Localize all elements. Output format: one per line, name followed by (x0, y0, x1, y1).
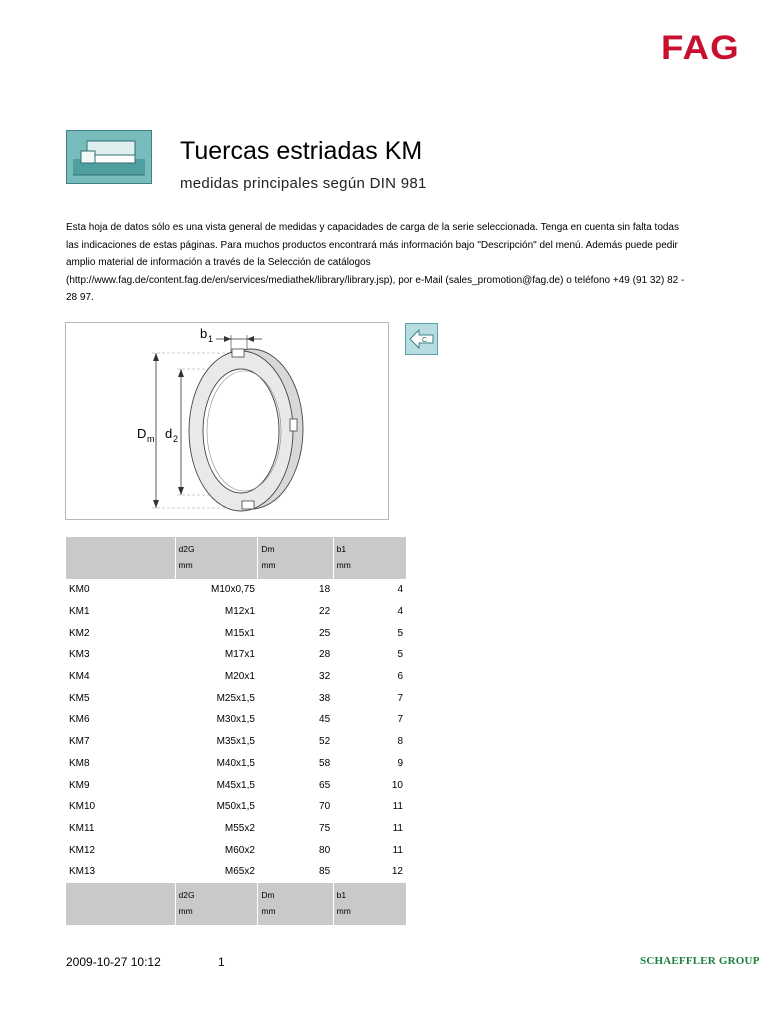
table-cell: 25 (319, 627, 331, 639)
header-symbol: Dm (261, 889, 275, 900)
calc-nav-icon[interactable] (405, 323, 438, 355)
header-symbol: Dm (261, 544, 275, 554)
table-cell: 8 (397, 736, 403, 748)
table-cell: KM2 (69, 627, 90, 639)
table-cell: 32 (319, 671, 331, 683)
nav-icon-label: C (422, 337, 428, 344)
label-b1-sub: 1 (208, 334, 214, 344)
table-cell: M45x1,5 (216, 779, 255, 791)
table-cell: 52 (319, 736, 331, 748)
table-footer-row (66, 883, 406, 925)
table-cell: M25x1,5 (216, 692, 255, 704)
page-title: Tuercas estriadas KM (180, 137, 423, 165)
table-cell: 70 (319, 801, 331, 813)
table-row (66, 709, 406, 731)
header-cell (66, 883, 175, 925)
label-dm-sub: m (147, 434, 155, 444)
table-cell: 80 (319, 844, 331, 856)
table-cell: KM7 (69, 736, 90, 748)
header-unit: mm (336, 560, 351, 570)
table-cell: 11 (392, 844, 403, 856)
table-cell: KM6 (69, 714, 90, 726)
header-cell (66, 537, 175, 579)
label-dm: D (137, 426, 147, 441)
table-cell: M35x1,5 (216, 736, 255, 748)
table-cell: 4 (397, 606, 403, 618)
table-cell: M65x2 (224, 866, 255, 878)
header-cell (258, 537, 333, 579)
table-header-row (66, 537, 406, 579)
table-cell: M17x1 (224, 649, 255, 661)
table-cell: 45 (319, 714, 331, 726)
table-row (66, 796, 406, 818)
table-cell: 5 (397, 649, 403, 661)
header-symbol: b1 (336, 889, 347, 900)
intro-line: Esta hoja de datos sólo es una vista general de medidas y capacidades de carga de la serie seleccionada. Tenga en cuenta sin falta todas (66, 222, 679, 233)
table-cell: 85 (319, 866, 331, 878)
header-unit: mm (178, 905, 193, 916)
table-cell: M20x1 (224, 671, 255, 683)
table-cell: M55x2 (224, 822, 255, 834)
header-unit: mm (261, 560, 276, 570)
table-row (66, 818, 406, 840)
header-cell (175, 883, 258, 925)
table-cell: KM5 (69, 692, 90, 704)
table-cell: M50x1,5 (216, 801, 255, 813)
intro-line: amplio material de información a través de la Selección de catálogos (66, 257, 371, 268)
table-cell: KM12 (69, 844, 96, 856)
table-cell: 4 (397, 584, 403, 596)
table-cell: KM0 (69, 584, 90, 596)
table-cell: 12 (391, 866, 403, 878)
table-cell: 9 (397, 757, 403, 769)
header-symbol: d2G (178, 889, 195, 900)
table-cell: KM4 (69, 671, 90, 683)
locknut-drawing (65, 322, 389, 520)
intro-line: las indicaciones de estas páginas. Para muchos productos encontrará más información bajo "Descripción" del menú. Además puede pedir (66, 239, 678, 251)
table-body (66, 579, 406, 883)
dimensions-table (66, 537, 406, 925)
footer-datetime: 2009-10-27 10:12 (66, 955, 161, 969)
table-row (66, 731, 406, 753)
table-cell: 11 (392, 822, 403, 834)
table-cell: 10 (391, 779, 403, 791)
table-row (66, 579, 406, 601)
header-cell (333, 883, 406, 925)
table-cell: 6 (397, 671, 403, 683)
label-d2: d (165, 426, 173, 441)
table-cell: 18 (319, 584, 331, 596)
label-b1: b (200, 326, 208, 341)
table-cell: M30x1,5 (216, 714, 255, 726)
table-cell: 11 (392, 801, 403, 813)
header-cell (258, 883, 333, 925)
table-cell: 5 (397, 627, 403, 639)
intro-line: (http://www.fag.de/content.fag.de/en/services/mediathek/library/library.jsp), por e-Mail (sales_promotion@fag.de) o teléfono +49 (91 32) 82 - (66, 274, 685, 286)
table-row (66, 861, 406, 883)
product-thumbnail (66, 130, 152, 184)
table-cell: 7 (397, 714, 403, 726)
table-row (66, 601, 406, 623)
table-cell: M40x1,5 (216, 757, 255, 769)
table-row (66, 644, 406, 666)
table-cell: 28 (319, 649, 331, 661)
table-cell: M15x1 (224, 627, 255, 639)
table-row (66, 753, 406, 775)
table-cell: KM3 (69, 649, 90, 661)
label-d2-sub: 2 (173, 434, 179, 444)
table-cell: 7 (397, 692, 403, 704)
table-cell: 38 (319, 692, 331, 704)
table-cell: M12x1 (224, 606, 255, 618)
table-cell: KM1 (69, 606, 90, 618)
table-cell: KM10 (69, 801, 96, 813)
table-cell: M60x2 (224, 844, 255, 856)
table-row (66, 774, 406, 796)
table-cell: 65 (319, 779, 331, 791)
table-row (66, 666, 406, 688)
header-unit: mm (178, 560, 193, 570)
table-cell: M10x0,75 (211, 584, 255, 596)
header-cell (175, 537, 258, 579)
header-unit: mm (336, 905, 351, 916)
schaeffler-logo: SCHAEFFLER GROUP (640, 955, 760, 967)
table-cell: KM9 (69, 779, 90, 791)
footer-page-number: 1 (218, 955, 225, 969)
fag-logo: FAG (661, 29, 740, 67)
table-cell: 22 (319, 606, 331, 618)
table-cell: KM13 (69, 866, 96, 878)
table-row (66, 687, 406, 709)
intro-line: 28 97. (66, 292, 94, 303)
intro-text (66, 219, 736, 307)
table-row (66, 839, 406, 861)
header-symbol: d2G (178, 544, 195, 554)
table-cell: KM11 (69, 822, 95, 834)
header-unit: mm (261, 905, 276, 916)
header-symbol: b1 (336, 544, 347, 554)
page-subtitle: medidas principales según DIN 981 (180, 175, 427, 192)
table-cell: 58 (319, 757, 331, 769)
table-cell: 75 (319, 822, 331, 834)
header-cell (333, 537, 406, 579)
table-cell: KM8 (69, 757, 90, 769)
table-row (66, 622, 406, 644)
